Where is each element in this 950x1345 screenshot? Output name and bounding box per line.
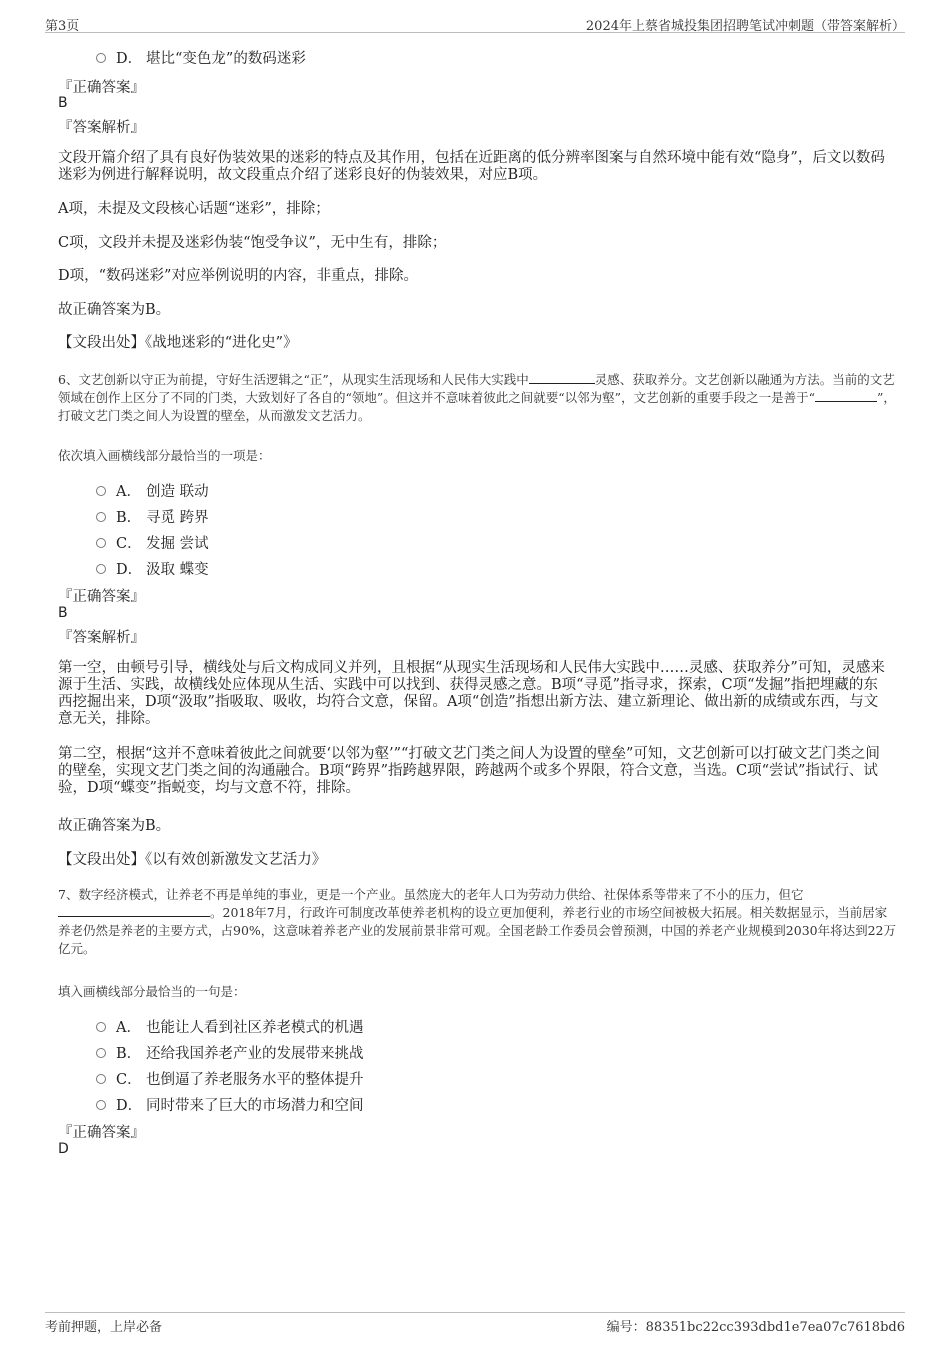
prev-analysis-p1: 文段开篇介绍了具有良好伪装效果的迷彩的特点及其作用，包括在近距离的低分辨率图案与自然环境中能有效“隐身”，后文以数码迷彩为例进行解释说明，故文段重点介绍了迷彩良好的伪装效果，对应B项。 xyxy=(58,150,885,183)
q6-option-c[interactable]: C． 发掘 尝试 xyxy=(96,532,209,553)
q6-stem: 6、文艺创新以守正为前提，守好生活逻辑之“正”，从现实生活现场和人民伟大实践中 灵感、获取养分。文艺创新以融通为方法。当前的文艺领域在创作上区分了不同的门类，大致划好了各自的“领地”。但这并不意味着彼此之间就要“以邻为壑”，文艺创新的重要手段之一是善于“ ”，打破文艺门类之间人为设置的壁垒，从而激发文艺活力。 xyxy=(58,372,896,423)
q6-blank-2 xyxy=(815,389,877,402)
q7-blank xyxy=(58,904,210,917)
radio-icon[interactable] xyxy=(96,1048,106,1058)
q7-option-d[interactable]: D． 同时带来了巨大的市场潜力和空间 xyxy=(96,1094,364,1115)
q6-correct-answer-label: 『正确答案』 xyxy=(58,589,145,605)
q7-stem: 7、数字经济模式，让养老不再是单纯的事业，更是一个产业。虽然庞大的老年人口为劳动力供给、社保体系等带来了不小的压力，但它 。2018年7月，行政许可制度改革使养老机构的设立更加便利，养老行业的市场空间被极大拓展。相关数据显示，当前居家养老仍然是养老的主要方式，占90%，这意味着养老产业的发展前景非常可观。全国老龄工作委员会曾预测，中国的养老产业规模到2030年将达到22万亿元。 xyxy=(58,887,897,956)
prev-answer: B xyxy=(58,95,68,111)
q6-option-a[interactable]: A． 创造 联动 xyxy=(96,480,209,501)
prev-analysis-p2: A项，未提及文段核心话题“迷彩”，排除； xyxy=(58,201,330,217)
q7-correct-answer-label: 『正确答案』 xyxy=(58,1125,145,1141)
q6-analysis-p3: 故正确答案为B。 xyxy=(58,818,171,834)
document-title: 2024年上蔡省城投集团招聘笔试冲刺题（带答案解析） xyxy=(585,19,905,34)
prev-option-d[interactable]: D． 堪比“变色龙”的数码迷彩 xyxy=(96,47,306,68)
page-footer xyxy=(45,1312,905,1335)
q6-prompt: 依次填入画横线部分最恰当的一项是： xyxy=(58,448,271,463)
document-id: 编号：88351bc22cc393dbd1e7ea07c7618bd6 xyxy=(606,1320,905,1335)
q6-analysis-label: 『答案解析』 xyxy=(58,630,145,646)
radio-icon[interactable] xyxy=(96,1022,106,1032)
prev-analysis-p5: 故正确答案为B。 xyxy=(58,302,171,318)
radio-icon[interactable] xyxy=(96,53,106,63)
q6-analysis-p2: 第二空，根据“这并不意味着彼此之间就要‘以邻为壑’”“打破文艺门类之间人为设置的壁垒”可知，文艺创新可以打破文艺门类之间的壁垒，实现文艺门类之间的沟通融合。B项“跨界”指跨越界限，跨越两个或多个界限，符合文意，当选。C项“尝试”指试行、试验，D项“蝶变”指蜕变，均与文意不符，排除。 xyxy=(58,746,880,796)
prev-analysis-p4: D项，“数码迷彩”对应举例说明的内容，非重点，排除。 xyxy=(58,268,418,284)
radio-icon[interactable] xyxy=(96,564,106,574)
q7-option-a[interactable]: A． 也能让人看到社区养老模式的机遇 xyxy=(96,1016,364,1037)
radio-icon[interactable] xyxy=(96,538,106,548)
footer-slogan: 考前押题，上岸必备 xyxy=(45,1320,163,1335)
q6-analysis-p1: 第一空，由顿号引导，横线处与后文构成同义并列，且根据“从现实生活现场和人民伟大实践中……灵感、获取养分”可知，灵感来源于生活、实践，故横线处应体现从生活、实践中可以找到、获得灵感之意。B项“寻觅”指寻求，探索，C项“发掘”指把埋藏的东西挖掘出来，D项“汲取”指吸取、吸收，均符合文意，保留。A项“创造”指想出新方法、建立新理论、做出新的成绩或东西，与文意无关，排除。 xyxy=(58,660,885,727)
q6-option-b[interactable]: B． 寻觅 跨界 xyxy=(96,506,209,527)
q7-answer: D xyxy=(58,1141,69,1157)
q7-prompt: 填入画横线部分最恰当的一句是： xyxy=(58,984,246,999)
radio-icon[interactable] xyxy=(96,486,106,496)
page-header xyxy=(45,12,905,33)
prev-analysis-p3: C项，文段并未提及迷彩伪装“饱受争议”，无中生有，排除； xyxy=(58,235,447,251)
radio-icon[interactable] xyxy=(96,512,106,522)
prev-correct-answer-label: 『正确答案』 xyxy=(58,80,145,96)
prev-analysis-label: 『答案解析』 xyxy=(58,120,145,136)
q6-blank-1 xyxy=(529,371,595,384)
q6-option-d[interactable]: D． 汲取 蝶变 xyxy=(96,558,209,579)
radio-icon[interactable] xyxy=(96,1074,106,1084)
q6-source: 【文段出处】《以有效创新激发文艺活力》 xyxy=(58,852,327,868)
radio-icon[interactable] xyxy=(96,1100,106,1110)
q7-option-c[interactable]: C． 也倒逼了养老服务水平的整体提升 xyxy=(96,1068,364,1089)
page-number: 第3页 xyxy=(45,19,80,34)
q7-option-b[interactable]: B． 还给我国养老产业的发展带来挑战 xyxy=(96,1042,364,1063)
prev-source: 【文段出处】《战地迷彩的“进化史”》 xyxy=(58,335,298,351)
q6-answer: B xyxy=(58,605,68,621)
